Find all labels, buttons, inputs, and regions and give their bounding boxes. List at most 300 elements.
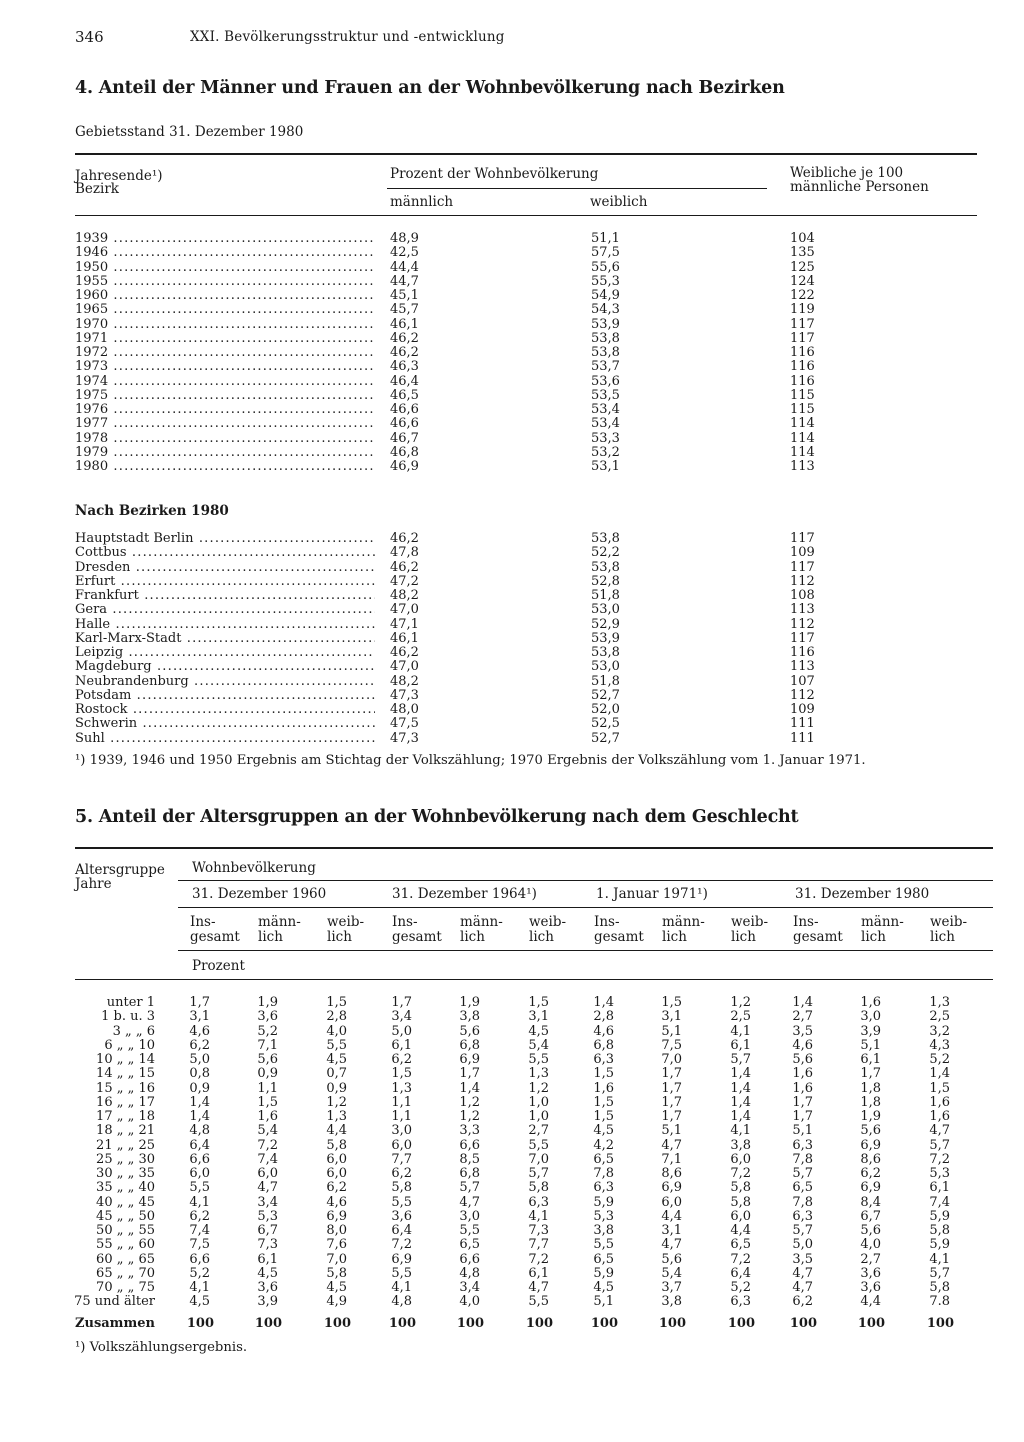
table-cell: 5,5	[326, 1037, 347, 1053]
table4-male-header: männlich	[390, 194, 454, 210]
value-male: 48,0	[390, 702, 419, 717]
table-row	[75, 1224, 995, 1238]
table-cell: 6,6	[189, 1251, 210, 1267]
table-cell: 1,5	[528, 995, 549, 1010]
table-cell: 4,4	[730, 1223, 751, 1238]
table-cell: 7,7	[391, 1151, 412, 1167]
table-cell: 4,5	[593, 1280, 614, 1295]
table4-header-rule	[75, 215, 977, 216]
value-female: 52,8	[591, 573, 620, 589]
table-cell: 1,6	[593, 1080, 614, 1096]
table-cell: 1,7	[792, 1094, 813, 1110]
value-female: 52,7	[591, 687, 620, 703]
table-cell: 5,1	[661, 1123, 682, 1139]
table-cell: 5,9	[593, 1194, 614, 1210]
table-cell: 4,0	[860, 1237, 881, 1253]
value-male: 46,4	[390, 373, 419, 389]
table5-subhead-3-1-a: männ-	[861, 914, 904, 930]
table-cell: 6,5	[593, 1251, 614, 1267]
table5-stub-header-2: Jahre	[75, 876, 112, 892]
table-cell: 1,4	[730, 1094, 751, 1110]
table-cell: 4,7	[792, 1280, 813, 1295]
total-label: Zusammen	[75, 1316, 155, 1331]
table-cell: 0,9	[257, 1066, 278, 1082]
table-cell: 5,1	[661, 1023, 682, 1039]
table-cell: 1,2	[528, 1080, 549, 1096]
age-group-label: 25 „ „ 30	[96, 1151, 155, 1167]
table-cell: 6,0	[189, 1166, 210, 1181]
table-row	[75, 1010, 995, 1024]
table-row	[75, 1124, 995, 1138]
table-cell: 3,3	[459, 1123, 480, 1139]
table-cell: 5,1	[792, 1123, 813, 1139]
table5-period-2: 31. Dezember 1964¹)	[392, 886, 537, 902]
table-cell: 4,5	[528, 1023, 549, 1039]
table-cell: 5,6	[459, 1023, 480, 1039]
table-row	[75, 275, 975, 289]
table-cell: 1,5	[593, 1066, 614, 1082]
value-female: 53,5	[591, 387, 620, 403]
table-cell: 3,1	[528, 1009, 549, 1025]
table-cell: 5,4	[528, 1037, 549, 1053]
value-male: 42,5	[390, 245, 419, 261]
table-row	[75, 1167, 995, 1181]
table-cell: 3,0	[459, 1208, 480, 1224]
row-label: 1975 .....	[75, 389, 375, 403]
value-ratio: 122	[790, 288, 815, 303]
table-cell: 3,0	[860, 1009, 881, 1025]
table5-subhead-3-2-a: weib-	[930, 914, 968, 930]
value-ratio: 112	[790, 573, 815, 589]
value-female: 52,9	[591, 616, 620, 632]
table-cell: 1,7	[189, 995, 210, 1010]
total-cell: 100	[388, 1316, 416, 1331]
table4-title: 4. Anteil der Männer und Frauen an der Wohnbevölkerung nach Bezirken	[75, 78, 785, 98]
table-cell: 7,5	[661, 1037, 682, 1053]
table-cell: 7,2	[528, 1251, 549, 1267]
table-cell: 5,0	[391, 1023, 412, 1039]
table-cell: 5,3	[257, 1208, 278, 1224]
table-cell: 5,8	[929, 1280, 950, 1295]
table-row	[75, 1196, 995, 1210]
table-cell: 6,3	[730, 1294, 751, 1310]
table-cell: 3,4	[459, 1280, 480, 1295]
table-cell: 6,9	[391, 1251, 412, 1267]
table-row	[75, 417, 975, 431]
table-row	[75, 1053, 995, 1067]
table-cell: 3,1	[661, 1223, 682, 1238]
table-cell: 2,7	[528, 1123, 549, 1139]
table-cell: 6,2	[860, 1166, 881, 1181]
age-group-label: 1 b. u. 3	[101, 1009, 155, 1025]
table-cell: 6,4	[730, 1265, 751, 1281]
table-cell: 3,6	[257, 1280, 278, 1295]
table-cell: 6,2	[391, 1052, 412, 1067]
table-cell: 7,8	[593, 1166, 614, 1181]
value-male: 46,2	[390, 531, 419, 546]
table-cell: 6,0	[326, 1151, 347, 1167]
table-cell: 5,8	[929, 1223, 950, 1238]
table-cell: 1,7	[391, 995, 412, 1010]
value-ratio: 104	[790, 231, 815, 246]
table-cell: 4,6	[593, 1023, 614, 1039]
table-row	[75, 1039, 995, 1053]
table-cell: 6,6	[459, 1251, 480, 1267]
table-cell: 6,0	[730, 1151, 751, 1167]
value-ratio: 116	[790, 373, 815, 389]
table-cell: 5,9	[593, 1265, 614, 1281]
table-row	[75, 332, 975, 346]
row-label: 1974 .....	[75, 375, 375, 389]
value-male: 46,2	[390, 330, 419, 346]
value-male: 47,1	[390, 616, 419, 632]
table-row	[75, 1295, 995, 1309]
table-cell: 4,1	[929, 1251, 950, 1267]
row-label: Hauptstadt Berlin .....	[75, 532, 375, 546]
value-female: 53,0	[591, 659, 620, 675]
table-cell: 5,7	[929, 1265, 950, 1281]
table-cell: 6,5	[593, 1151, 614, 1167]
table-cell: 7,2	[730, 1251, 751, 1267]
table-row	[75, 1210, 995, 1224]
table-row	[75, 1139, 995, 1153]
row-label: Karl-Marx-Stadt .....	[75, 632, 375, 646]
table-cell: 1,3	[391, 1080, 412, 1096]
value-female: 53,8	[591, 345, 620, 360]
table-cell: 1,2	[730, 995, 751, 1010]
table-cell: 7,1	[257, 1037, 278, 1053]
value-male: 47,2	[390, 573, 419, 589]
value-male: 48,2	[390, 673, 419, 689]
table4-subtitle: Gebietsstand 31. Dezember 1980	[75, 124, 304, 140]
table-cell: 4,8	[459, 1265, 480, 1281]
table-cell: 3,7	[661, 1280, 682, 1295]
age-group-label: 6 „ „ 10	[104, 1037, 155, 1053]
table5-subhead-3-0-a: Ins-	[793, 914, 819, 930]
table-cell: 3,1	[661, 1009, 682, 1025]
table-cell: 4,1	[730, 1123, 751, 1139]
value-female: 53,4	[591, 402, 620, 417]
row-label: 1980 .....	[75, 460, 375, 474]
value-male: 46,2	[390, 345, 419, 360]
value-male: 46,2	[390, 559, 419, 575]
value-ratio: 117	[790, 330, 815, 346]
value-ratio: 113	[790, 659, 815, 675]
value-ratio: 135	[790, 245, 815, 261]
table-cell: 6,3	[593, 1052, 614, 1067]
table-cell: 4,3	[929, 1037, 950, 1053]
total-cell: 100	[789, 1316, 817, 1331]
table-cell: 5,3	[929, 1166, 950, 1181]
table-cell: 8,6	[860, 1151, 881, 1167]
table-row	[75, 603, 975, 617]
value-ratio: 111	[790, 730, 815, 746]
value-ratio: 116	[790, 345, 815, 360]
value-male: 46,1	[390, 630, 419, 646]
age-group-label: 18 „ „ 21	[96, 1123, 155, 1139]
table-cell: 4,1	[391, 1280, 412, 1295]
table-cell: 1,4	[189, 1109, 210, 1124]
table-cell: 4,4	[326, 1123, 347, 1139]
row-label: Gera .....	[75, 603, 375, 617]
table-row	[75, 717, 975, 731]
table5-subhead-3-1-b: lich	[861, 929, 886, 945]
age-group-label: 17 „ „ 18	[96, 1109, 155, 1124]
table-cell: 5,0	[189, 1052, 210, 1067]
table-cell: 6,8	[459, 1037, 480, 1053]
table-cell: 6,1	[528, 1265, 549, 1281]
row-label: Halle .....	[75, 618, 375, 632]
table-cell: 4,7	[459, 1194, 480, 1210]
row-label: 1973 .....	[75, 360, 375, 374]
value-male: 44,4	[390, 259, 419, 275]
table-cell: 6,0	[326, 1166, 347, 1181]
table-cell: 7,3	[528, 1223, 549, 1238]
table-row	[75, 246, 975, 260]
table-cell: 1,0	[528, 1094, 549, 1110]
table-cell: 4,6	[189, 1023, 210, 1039]
table-cell: 3,1	[189, 1009, 210, 1025]
value-male: 45,7	[390, 302, 419, 318]
table-cell: 3,8	[593, 1223, 614, 1238]
table-row	[75, 646, 975, 660]
row-label: 1979 .....	[75, 446, 375, 460]
table-cell: 1,0	[528, 1109, 549, 1124]
table-cell: 3,0	[391, 1123, 412, 1139]
table-cell: 2,5	[730, 1009, 751, 1025]
table-cell: 7,1	[661, 1151, 682, 1167]
table5-subhead-0-1-b: lich	[258, 929, 283, 945]
table5-subhead-rule	[178, 950, 993, 951]
table-cell: 3,4	[257, 1194, 278, 1210]
value-ratio: 117	[790, 316, 815, 332]
table-cell: 1,7	[661, 1109, 682, 1124]
table-cell: 6,4	[189, 1137, 210, 1153]
table-cell: 6,9	[661, 1180, 682, 1196]
table5-subhead-0-0-a: Ins-	[190, 914, 216, 930]
table-cell: 4,6	[326, 1194, 347, 1210]
table-row	[75, 732, 975, 746]
table-cell: 1,5	[661, 995, 682, 1010]
table-cell: 4,5	[257, 1265, 278, 1281]
table-cell: 5,8	[391, 1180, 412, 1196]
value-female: 51,8	[591, 673, 620, 689]
value-female: 55,6	[591, 259, 620, 275]
table-cell: 7,0	[326, 1251, 347, 1267]
table-cell: 4,7	[929, 1123, 950, 1139]
age-group-label: 30 „ „ 35	[96, 1166, 155, 1181]
table-cell: 4,8	[391, 1294, 412, 1310]
row-label: 1939 .....	[75, 232, 375, 246]
table4-bezirke-heading: Nach Bezirken 1980	[75, 503, 229, 519]
table-row	[75, 289, 975, 303]
row-label: Erfurt .....	[75, 575, 375, 589]
table5-subhead-2-2-b: lich	[731, 929, 756, 945]
table-cell: 1,4	[730, 1066, 751, 1082]
table-cell: 6,5	[792, 1180, 813, 1196]
value-ratio: 114	[790, 444, 815, 460]
table5-subhead-0-2-a: weib-	[327, 914, 365, 930]
table5-unit-label: Prozent	[192, 958, 245, 974]
table-cell: 7,4	[929, 1194, 950, 1210]
table-cell: 1,1	[257, 1080, 278, 1096]
table-cell: 2,5	[929, 1009, 950, 1025]
total-cell: 100	[857, 1316, 885, 1331]
table-cell: 3,6	[860, 1265, 881, 1281]
table-cell: 3,5	[792, 1023, 813, 1039]
table5-subhead-1-0-b: gesamt	[392, 929, 442, 945]
row-label: 1946 .....	[75, 246, 375, 260]
table-cell: 7,0	[528, 1151, 549, 1167]
table-cell: 5,7	[459, 1180, 480, 1196]
table-cell: 0,8	[189, 1066, 210, 1082]
table-cell: 6,9	[860, 1180, 881, 1196]
row-label: Neubrandenburg .....	[75, 675, 375, 689]
table-cell: 6,1	[860, 1052, 881, 1067]
table-cell: 5,5	[391, 1265, 412, 1281]
value-ratio: 113	[790, 602, 815, 618]
table5-subhead-0-0-b: gesamt	[190, 929, 240, 945]
table-cell: 0,7	[326, 1066, 347, 1082]
value-ratio: 114	[790, 430, 815, 446]
row-label: Leipzig .....	[75, 646, 375, 660]
value-female: 53,8	[591, 330, 620, 346]
table-cell: 0,9	[189, 1080, 210, 1096]
table4-ratio-header-2: männliche Personen	[790, 179, 929, 195]
table-cell: 6,2	[326, 1180, 347, 1196]
table-cell: 1,2	[459, 1109, 480, 1124]
table-row	[75, 1181, 995, 1195]
table-cell: 4,1	[730, 1023, 751, 1039]
value-male: 44,7	[390, 273, 419, 289]
table-cell: 6,2	[391, 1166, 412, 1181]
value-ratio: 117	[790, 531, 815, 546]
table-row	[75, 703, 975, 717]
value-male: 47,3	[390, 687, 419, 703]
table-cell: 1,3	[528, 1066, 549, 1082]
table-cell: 1,9	[860, 1109, 881, 1124]
table-cell: 1,3	[929, 995, 950, 1010]
table5-subhead-1-1-a: männ-	[460, 914, 503, 930]
table-cell: 1,7	[860, 1066, 881, 1082]
table-cell: 1,5	[929, 1080, 950, 1096]
table-cell: 1,7	[661, 1094, 682, 1110]
age-group-label: 50 „ „ 55	[96, 1223, 155, 1238]
table5-subhead-2-0-a: Ins-	[594, 914, 620, 930]
table-cell: 5,7	[792, 1223, 813, 1238]
row-label: Schwerin .....	[75, 717, 375, 731]
value-female: 53,8	[591, 531, 620, 546]
row-label: Potsdam .....	[75, 689, 375, 703]
age-group-label: 10 „ „ 14	[96, 1052, 155, 1067]
value-ratio: 116	[790, 359, 815, 375]
table-cell: 5,6	[661, 1251, 682, 1267]
table-cell: 4,4	[661, 1208, 682, 1224]
table-cell: 6,1	[730, 1037, 751, 1053]
table-cell: 5,9	[929, 1237, 950, 1253]
table-cell: 6,2	[189, 1037, 210, 1053]
value-female: 57,5	[591, 245, 620, 261]
table-cell: 7,2	[929, 1151, 950, 1167]
table-row	[75, 1025, 995, 1039]
table-row	[75, 403, 975, 417]
row-label: 1976 .....	[75, 403, 375, 417]
table-row	[75, 561, 975, 575]
table-cell: 5,7	[929, 1137, 950, 1153]
table-cell: 1,3	[326, 1109, 347, 1124]
table-cell: 5,4	[257, 1123, 278, 1139]
table4-stub-header-1: Jahresende¹)	[75, 168, 163, 184]
table4-top-rule	[75, 153, 977, 155]
value-female: 53,6	[591, 373, 620, 389]
age-group-label: 40 „ „ 45	[96, 1194, 155, 1210]
value-ratio: 115	[790, 402, 815, 417]
value-male: 46,9	[390, 459, 419, 474]
value-ratio: 109	[790, 702, 815, 717]
table-cell: 6,6	[459, 1137, 480, 1153]
value-male: 45,1	[390, 288, 419, 303]
table-cell: 5,6	[792, 1052, 813, 1067]
table-cell: 1,5	[593, 1109, 614, 1124]
age-group-label: 60 „ „ 65	[96, 1251, 155, 1267]
age-group-label: 14 „ „ 15	[96, 1066, 155, 1082]
table-row	[75, 546, 975, 560]
table-cell: 5,8	[326, 1137, 347, 1153]
page-number: 346	[75, 28, 104, 46]
table5-subhead-3-0-b: gesamt	[793, 929, 843, 945]
table-cell: 1,6	[792, 1080, 813, 1096]
table-cell: 1,2	[459, 1094, 480, 1110]
row-label: 1965 .....	[75, 303, 375, 317]
table-cell: 5,7	[792, 1166, 813, 1181]
table-cell: 6,9	[326, 1208, 347, 1224]
table-cell: 1,4	[730, 1080, 751, 1096]
row-label: 1970 .....	[75, 318, 375, 332]
table-cell: 1,5	[391, 1066, 412, 1082]
row-label: 1977 .....	[75, 417, 375, 431]
table5-group-header: Wohnbevölkerung	[192, 860, 316, 876]
table-cell: 3,8	[459, 1009, 480, 1025]
value-female: 51,1	[591, 231, 620, 246]
table-cell: 5,5	[528, 1137, 549, 1153]
table-row	[75, 1281, 995, 1295]
table-cell: 7,4	[257, 1151, 278, 1167]
age-group-label: unter 1	[106, 995, 155, 1010]
table-cell: 6,3	[528, 1194, 549, 1210]
value-female: 53,8	[591, 559, 620, 575]
value-male: 46,7	[390, 430, 419, 446]
total-cell: 100	[456, 1316, 484, 1331]
table-cell: 4,4	[860, 1294, 881, 1310]
table4-stub-header-2: Bezirk	[75, 181, 119, 197]
table-row	[75, 432, 975, 446]
table-cell: 3,2	[929, 1023, 950, 1039]
table5-top-rule	[75, 847, 993, 849]
value-female: 53,3	[591, 430, 620, 446]
table-row	[75, 660, 975, 674]
table-cell: 5,0	[792, 1237, 813, 1253]
table-cell: 6,1	[257, 1251, 278, 1267]
table-row	[75, 261, 975, 275]
value-male: 46,6	[390, 402, 419, 417]
table-row	[75, 1110, 995, 1124]
row-label: 1960 .....	[75, 289, 375, 303]
value-female: 51,8	[591, 588, 620, 603]
table-cell: 1,9	[459, 995, 480, 1010]
table5-period-rule	[178, 907, 993, 908]
table5-subhead-1-2-a: weib-	[529, 914, 567, 930]
table-cell: 3,6	[391, 1208, 412, 1224]
